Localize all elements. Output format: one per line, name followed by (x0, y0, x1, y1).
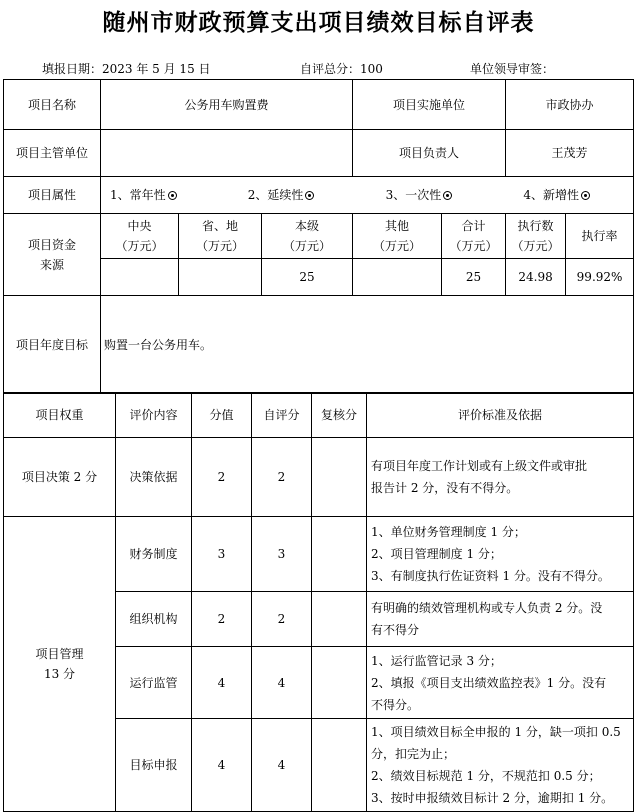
funding-value (101, 259, 179, 296)
funding-value (353, 259, 442, 296)
funding-value: 99.92% (566, 259, 634, 296)
radio-icon (443, 191, 452, 200)
impl-unit-label: 项目实施单位 (353, 80, 506, 130)
mgmt-content: 财务制度 (116, 517, 192, 592)
evaluation-table (3, 79, 634, 394)
decision-weight: 项目决策 2 分 (4, 438, 116, 517)
management-weight: 项目管理 13 分 (4, 517, 116, 812)
owner-value: 王茂芳 (506, 130, 634, 177)
funding-value: 25 (442, 259, 506, 296)
attr-option: 3、一次性 (386, 184, 453, 206)
score-header: 评价标准及依据 (367, 393, 634, 438)
score-table (3, 392, 634, 812)
annual-goal-value: 购置一台公务用车。 (101, 296, 634, 394)
mgmt-criteria: 有明确的绩效管理机构或专人负责 2 分。没 有不得分 (367, 592, 634, 647)
decision-score: 2 (192, 438, 252, 517)
funding-header: 执行数 （万元） (506, 214, 566, 259)
score-header: 复核分 (312, 393, 367, 438)
radio-icon (305, 191, 314, 200)
leader-signature: 单位领导审签： (470, 62, 555, 76)
mgmt-score: 3 (192, 517, 252, 592)
score-header: 评价内容 (116, 393, 192, 438)
funding-header: 执行率 (566, 214, 634, 259)
mgmt-criteria: 1、单位财务管理制度 1 分； 2、项目管理制度 1 分； 3、有制度执行佐证资料 1 分。没有不得分。 (367, 517, 634, 592)
decision-self-score: 2 (252, 438, 312, 517)
funding-header: 其他 （万元） (353, 214, 442, 259)
mgmt-review-score (312, 592, 367, 647)
funding-header: 中央 （万元） (101, 214, 179, 259)
decision-criteria: 有项目年度工作计划或有上级文件或审批 报告计 2 分，没有不得分。 (367, 438, 634, 517)
decision-review-score (312, 438, 367, 517)
funding-header: 合计 （万元） (442, 214, 506, 259)
supervisor-value (101, 130, 353, 177)
mgmt-score: 4 (192, 719, 252, 812)
attr-option: 1、常年性 (110, 184, 177, 206)
attr-option: 2、延续性 (248, 184, 315, 206)
annual-goal-label: 项目年度目标 (4, 296, 101, 394)
mgmt-self-score: 4 (252, 719, 312, 812)
project-name-value: 公务用车购置费 (101, 80, 353, 130)
form-title: 随州市财政预算支出项目绩效目标自评表 (102, 9, 535, 36)
supervisor-label: 项目主管单位 (4, 130, 101, 177)
decision-content: 决策依据 (116, 438, 192, 517)
funding-value: 24.98 (506, 259, 566, 296)
funding-header: 省、地 （万元） (179, 214, 262, 259)
mgmt-score: 2 (192, 592, 252, 647)
score-header: 分值 (192, 393, 252, 438)
total-score: 自评总分：100 (300, 62, 383, 76)
project-attr-label: 项目属性 (4, 177, 101, 214)
impl-unit-value: 市政协办 (506, 80, 634, 130)
mgmt-review-score (312, 719, 367, 812)
project-attr-options (101, 177, 634, 214)
mgmt-criteria: 1、项目绩效目标全申报的 1 分，缺一项扣 0.5 分，扣完为止； 2、绩效目标规范 1 分，不规范扣 0.5 分； 3、按时申报绩效目标计 2 分，逾期扣 1 分。 (367, 719, 634, 812)
mgmt-content: 组织机构 (116, 592, 192, 647)
score-header: 项目权重 (4, 393, 116, 438)
funding-value: 25 (262, 259, 353, 296)
radio-icon (581, 191, 590, 200)
mgmt-self-score: 3 (252, 517, 312, 592)
funding-value (179, 259, 262, 296)
mgmt-criteria: 1、运行监管记录 3 分； 2、填报《项目支出绩效监控表》1 分。没有 不得分。 (367, 647, 634, 719)
funding-header: 本级 （万元） (262, 214, 353, 259)
fill-date: 填报日期：2023 年 5 月 15 日 (42, 62, 211, 76)
mgmt-review-score (312, 517, 367, 592)
funding-label: 项目资金 来源 (4, 214, 101, 296)
radio-icon (168, 191, 177, 200)
mgmt-content: 目标申报 (116, 719, 192, 812)
mgmt-score: 4 (192, 647, 252, 719)
mgmt-review-score (312, 647, 367, 719)
mgmt-self-score: 2 (252, 592, 312, 647)
mgmt-content: 运行监管 (116, 647, 192, 719)
mgmt-self-score: 4 (252, 647, 312, 719)
project-name-label: 项目名称 (4, 80, 101, 130)
attr-option: 4、新增性 (523, 184, 590, 206)
score-header: 自评分 (252, 393, 312, 438)
owner-label: 项目负责人 (353, 130, 506, 177)
